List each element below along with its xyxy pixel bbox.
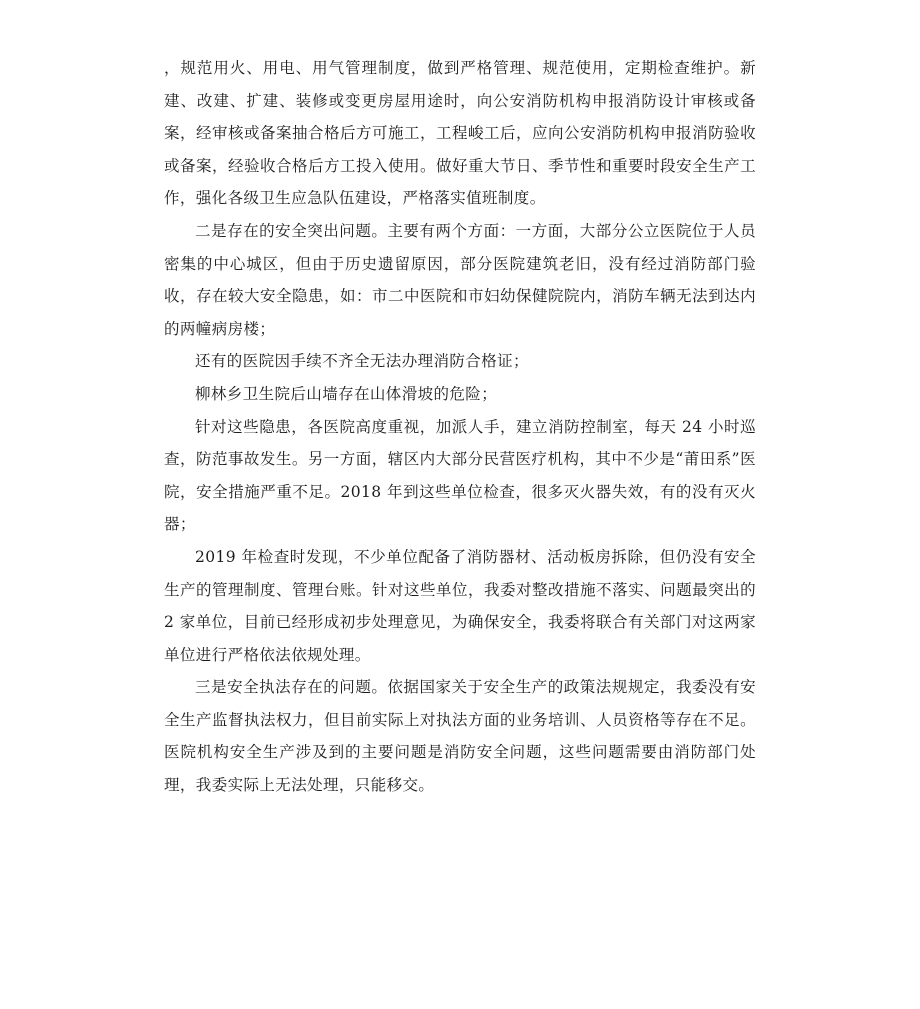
paragraph-2019-inspection: 2019 年检查时发现，不少单位配备了消防器材、活动板房拆除，但仍没有安全生产的管理制度、管理台账。针对这些单位，我委对整改措施不落实、问题最突出的 2 家单位，目前已经形成初步处理意见，为确保安全，我委将联合有关部门对这两家单位进行严格依法依规处理。	[164, 547, 756, 664]
paragraph-landslide-risk: 柳林乡卫生院后山墙存在山体滑坡的危险；	[195, 384, 498, 403]
paragraph-hidden-danger-measures: 针对这些隐患，各医院高度重视，加派人手，建立消防控制室，每天 24 小时巡查，防范事故发生。另一方面，辖区内大部分民营医疗机构，其中不少是“莆田系”医院，安全措施严重不足。2018 年到这些单位检查，很多灭火器失效，有的没有灭火器；	[164, 417, 756, 534]
paragraph-fire-safety-management: ，规范用火、用电、用气管理制度，做到严格管理、规范使用，定期检查维护。新建、改建、扩建、装修或变更房屋用途时，向公安消防机构申报消防设计审核或备案，经审核或备案抽合格后方可施工，工程峻工后，应向公安消防机构申报消防验收或备案，经验收合格后方工投入使用。做好重大节日、季节性和重要时段安全生产工作，强化各级卫生应急队伍建设，严格落实值班制度。	[164, 59, 756, 208]
paragraph-incomplete-procedures: 还有的医院因手续不齐全无法办理消防合格证；	[195, 352, 529, 371]
paragraph-law-enforcement-issues: 三是安全执法存在的问题。依据国家关于安全生产的政策法规规定，我委没有安全生产监督执法权力，但目前实际上对执法方面的业务培训、人员资格等存在不足。医院机构安全生产涉及到的主要问题是消防安全问题，这些问题需要由消防部门处理，我委实际上无法处理，只能移交。	[164, 678, 756, 795]
paragraph-prominent-safety-issues: 二是存在的安全突出问题。主要有两个方面：一方面，大部分公立医院位于人员密集的中心城区，但由于历史遗留原因，部分医院建筑老旧，没有经过消防部门验收，存在较大安全隐患，如：市二中医院和市妇幼保健院院内，消防车辆无法到达内的两幢病房楼；	[164, 221, 756, 338]
document-body	[164, 52, 756, 802]
